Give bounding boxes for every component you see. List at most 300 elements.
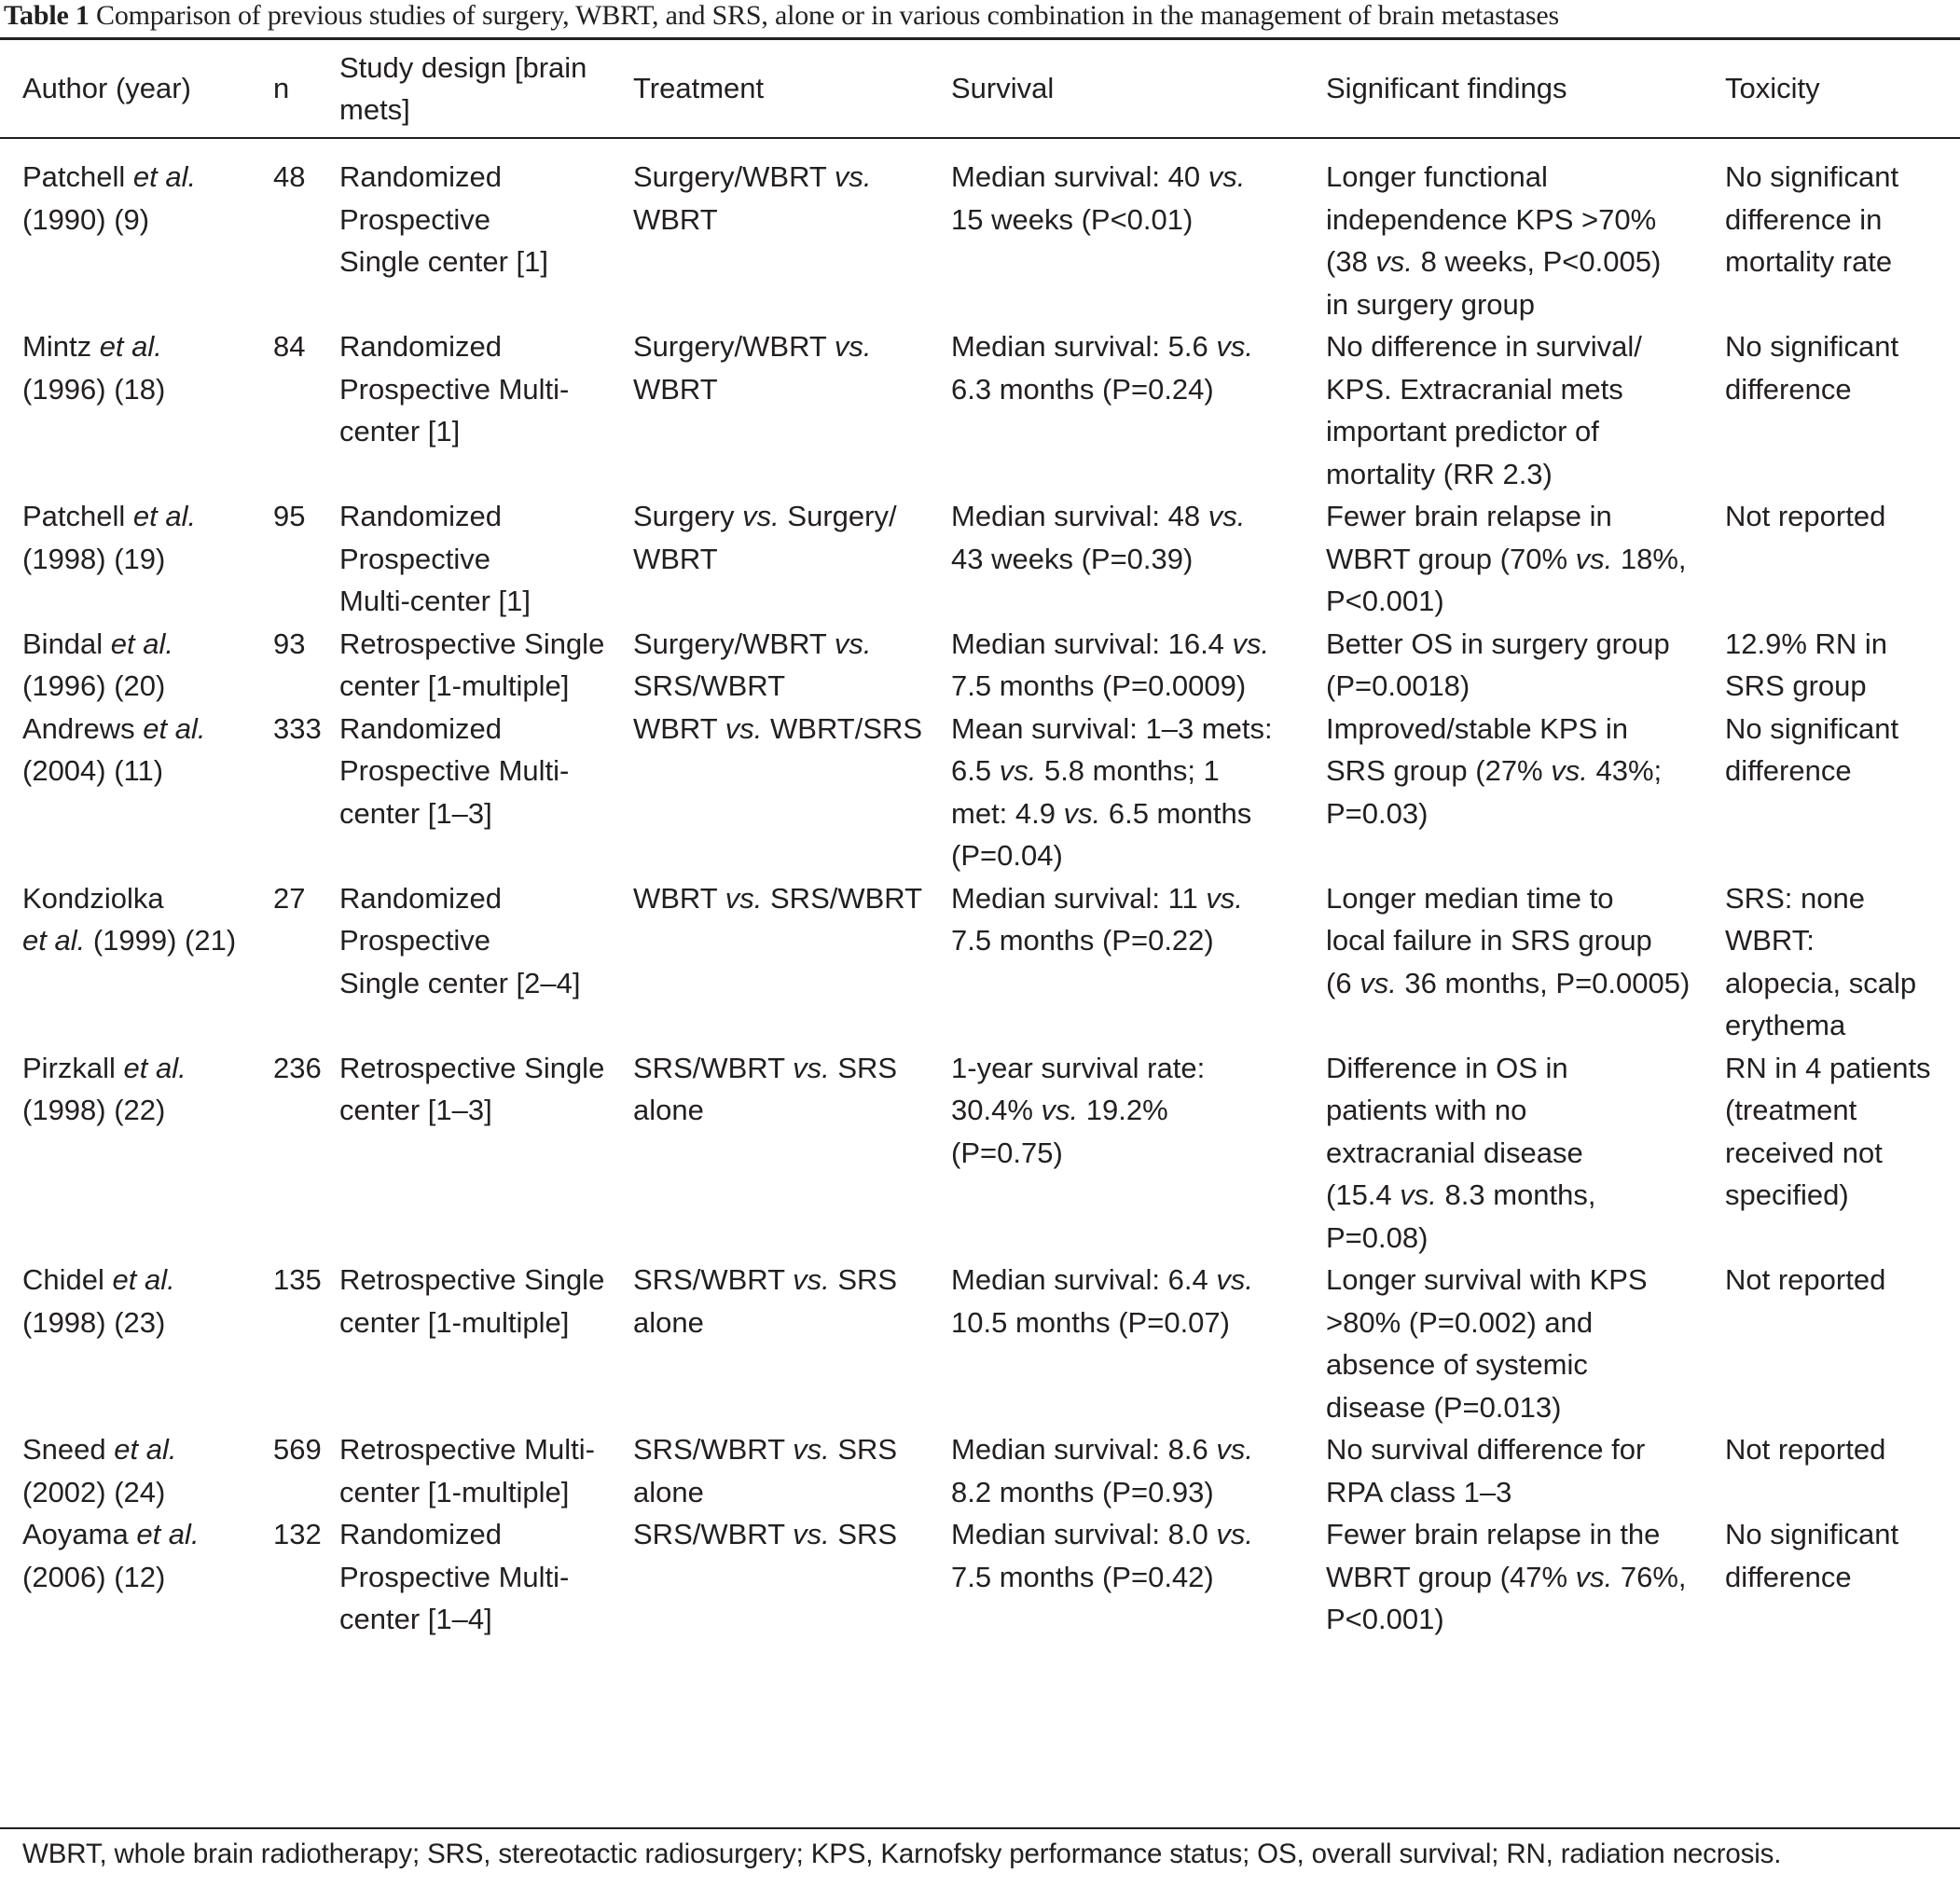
cell-survival-line <box>951 199 1311 241</box>
cell-significant-findings-line <box>1326 1132 1714 1175</box>
cell-significant-findings-line <box>1326 1217 1714 1260</box>
cell-toxicity-line <box>1725 1513 1956 1556</box>
cell-toxicity-line <box>1725 1047 1956 1090</box>
cell-treatment-line <box>633 538 945 581</box>
cell-significant-findings-line <box>1326 1598 1714 1641</box>
cell-toxicity-line <box>1725 750 1956 792</box>
cell-toxicity-line <box>1725 1259 1956 1302</box>
text-segment: 43 weeks (P=0.39) <box>951 542 1194 575</box>
cell-treatment-line <box>633 877 945 920</box>
text-segment: et al. <box>143 711 206 745</box>
text-segment: No survival difference for <box>1326 1433 1646 1466</box>
cell-survival-line <box>951 1047 1311 1090</box>
text-segment: difference in <box>1725 202 1883 236</box>
text-segment: vs. <box>999 754 1037 787</box>
cell-study-design-line <box>339 241 628 283</box>
cell-survival <box>949 877 1315 1047</box>
text-segment: 8.2 months (P=0.93) <box>951 1475 1214 1508</box>
text-segment: 8 weeks, P<0.005) <box>1413 245 1662 278</box>
text-segment: SRS <box>829 1518 898 1550</box>
text-segment: P=0.03) <box>1326 796 1429 830</box>
text-segment: 36 months, P=0.0005) <box>1396 966 1691 999</box>
cell-survival-line <box>951 1428 1311 1471</box>
text-segment: 7.5 months (P=0.0009) <box>951 669 1247 702</box>
cell-significant-findings <box>1315 1259 1718 1428</box>
text-segment: Kondziolka <box>22 881 164 915</box>
text-segment: vs. <box>725 711 763 745</box>
cell-treatment-line <box>633 325 945 368</box>
cell-study-design-line <box>339 877 628 920</box>
cell-toxicity <box>1718 1047 1960 1260</box>
cell-author <box>0 1513 253 1641</box>
text-segment: et al. <box>132 160 197 193</box>
cell-survival-line <box>951 665 1311 708</box>
text-segment: Retrospective Single <box>339 1051 605 1084</box>
text-segment: center [1-multiple] <box>339 1305 570 1339</box>
cell-toxicity-line <box>1725 623 1956 666</box>
text-segment: extracranial disease <box>1326 1136 1583 1169</box>
cell-toxicity-line <box>1725 368 1956 411</box>
cell-significant-findings-line <box>1326 623 1714 666</box>
cell-treatment <box>632 623 949 708</box>
cell-toxicity-line <box>1725 962 1956 1005</box>
text-segment: 6.3 months (P=0.24) <box>951 372 1214 406</box>
cell-treatment <box>632 1259 949 1428</box>
cell-study-design-line <box>339 325 628 368</box>
text-segment: important predictor of <box>1326 415 1599 448</box>
table-row <box>0 1513 1960 1641</box>
text-segment: vs. <box>1041 1094 1079 1126</box>
cell-author-line <box>22 1471 249 1514</box>
cell-survival <box>949 1428 1315 1513</box>
cell-study-design-line <box>339 1089 628 1132</box>
text-segment: SRS/WBRT <box>633 1518 794 1550</box>
cell-study-design-line <box>339 538 628 581</box>
cell-n: 27 <box>273 881 306 915</box>
text-segment: Not reported <box>1725 1433 1886 1466</box>
cell-toxicity-line <box>1725 1428 1956 1471</box>
cell-significant-findings-line <box>1326 325 1714 368</box>
text-segment: RN in 4 patients <box>1725 1051 1931 1084</box>
cell-toxicity <box>1718 325 1960 495</box>
cell-toxicity <box>1718 1513 1960 1641</box>
table-row <box>0 623 1960 708</box>
cell-author-line <box>22 623 249 666</box>
text-segment: Not reported <box>1725 500 1886 532</box>
cell-study-design <box>328 325 632 495</box>
text-segment: Retrospective Multi- <box>339 1433 595 1466</box>
cell-study-design-line <box>339 1598 628 1641</box>
table-row <box>0 1047 1960 1260</box>
cell-survival <box>949 495 1315 623</box>
cell-treatment-line <box>633 495 945 538</box>
text-segment: Median survival: 40 <box>951 160 1208 193</box>
cell-significant-findings-line <box>1326 199 1714 241</box>
text-segment: vs. <box>725 881 763 915</box>
text-segment: vs. <box>1216 1518 1253 1550</box>
cell-author <box>0 1428 253 1513</box>
cell-study-design <box>328 623 632 708</box>
text-segment: erythema <box>1725 1009 1846 1041</box>
text-segment: absence of systemic <box>1326 1348 1588 1381</box>
cell-significant-findings <box>1315 1513 1718 1641</box>
text-segment: 8.3 months, <box>1436 1178 1596 1211</box>
text-segment: Pirzkall <box>22 1051 124 1084</box>
text-segment: No significant <box>1725 1518 1899 1550</box>
table-row <box>0 137 1960 325</box>
text-segment: Chidel <box>22 1263 113 1296</box>
text-segment: Retrospective Single <box>339 1263 605 1296</box>
cell-n: 84 <box>273 330 306 363</box>
cell-study-design <box>328 877 632 1047</box>
cell-significant-findings <box>1315 325 1718 495</box>
text-segment: vs. <box>1575 1560 1613 1593</box>
text-segment: Prospective <box>339 202 490 236</box>
cell-study-design-line <box>339 1556 628 1599</box>
cell-treatment-line <box>633 1302 945 1344</box>
text-segment: vs. <box>1360 966 1397 999</box>
cell-toxicity <box>1718 1428 1960 1513</box>
cell-significant-findings-line <box>1326 1386 1714 1429</box>
text-segment: (1996) (20) <box>22 669 166 702</box>
cell-survival-line <box>951 156 1311 199</box>
text-segment: Single center [1] <box>339 245 549 278</box>
text-segment: center [1-multiple] <box>339 669 570 702</box>
cell-treatment-line <box>633 1047 945 1090</box>
text-segment: SRS group (27% <box>1326 754 1552 787</box>
header-n: n <box>273 72 290 105</box>
text-segment: et al. <box>110 627 174 660</box>
text-segment: Randomized <box>339 160 503 193</box>
cell-treatment <box>632 1513 949 1641</box>
cell-study-design <box>328 1513 632 1641</box>
cell-author-line <box>22 877 249 920</box>
text-segment: Median survival: 6.4 <box>951 1263 1217 1296</box>
text-segment: WBRT <box>633 372 718 406</box>
comparison-table <box>0 40 1960 1641</box>
text-segment: SRS/WBRT <box>762 881 923 915</box>
text-segment: vs. <box>1216 330 1253 363</box>
text-segment: in surgery group <box>1326 287 1536 321</box>
text-segment: (P=0.04) <box>951 839 1063 872</box>
text-segment: >80% (P=0.002) and <box>1326 1305 1594 1339</box>
text-segment: (1999) (21) <box>85 924 237 957</box>
table-row <box>0 1259 1960 1428</box>
cell-treatment <box>632 137 949 325</box>
cell-significant-findings-line <box>1326 1556 1714 1599</box>
cell-significant-findings <box>1315 877 1718 1047</box>
cell-survival-line <box>951 1259 1311 1302</box>
cell-study-design <box>328 495 632 623</box>
cell-survival <box>949 137 1315 325</box>
cell-study-design-line <box>339 495 628 538</box>
text-segment: Better OS in surgery group <box>1326 627 1670 660</box>
text-segment: 30.4% <box>951 1094 1042 1126</box>
text-segment: patients with no <box>1326 1094 1527 1126</box>
text-segment: RPA class 1–3 <box>1326 1475 1512 1508</box>
text-segment: vs. <box>1400 1178 1437 1211</box>
text-segment: Single center [2–4] <box>339 966 581 999</box>
text-segment: 18%, <box>1612 542 1687 575</box>
cell-author-line <box>22 1513 249 1556</box>
cell-study-design-line <box>339 410 628 453</box>
cell-author-line <box>22 325 249 368</box>
cell-study-design-line <box>339 919 628 962</box>
text-segment: vs. <box>1551 754 1588 787</box>
text-segment: center [1–4] <box>339 1603 492 1635</box>
text-segment: Median survival: 5.6 <box>951 330 1217 363</box>
text-segment: Multi-center [1] <box>339 585 531 617</box>
cell-survival <box>949 1259 1315 1428</box>
text-segment: WBRT group (70% <box>1326 542 1576 575</box>
cell-study-design <box>328 1259 632 1428</box>
cell-author <box>0 708 253 877</box>
cell-toxicity <box>1718 877 1960 1047</box>
cell-author-line <box>22 1428 249 1471</box>
cell-survival-line <box>951 368 1311 411</box>
text-segment: SRS <box>829 1051 898 1084</box>
cell-significant-findings-line <box>1326 1343 1714 1386</box>
cell-study-design-line <box>339 623 628 666</box>
table-row <box>0 877 1960 1047</box>
text-segment: Fewer brain relapse in the <box>1326 1518 1661 1550</box>
text-segment: SRS <box>829 1263 898 1296</box>
cell-toxicity-line <box>1725 877 1956 920</box>
cell-survival-line <box>951 538 1311 581</box>
header-toxicity: Toxicity <box>1725 72 1820 105</box>
cell-author <box>0 1047 253 1260</box>
cell-study-design-line <box>339 750 628 792</box>
header-study-design <box>328 40 632 137</box>
text-segment: Surgery/WBRT <box>633 627 835 660</box>
table-row <box>0 495 1960 623</box>
cell-toxicity <box>1718 623 1960 708</box>
cell-study-design-line <box>339 792 628 835</box>
cell-study-design <box>328 1428 632 1513</box>
cell-treatment-line <box>633 1428 945 1471</box>
text-segment: et al. <box>99 330 162 363</box>
text-segment: SRS: none <box>1725 881 1865 915</box>
cell-significant-findings-line <box>1326 1302 1714 1344</box>
cell-significant-findings-line <box>1326 792 1714 835</box>
cell-toxicity-line <box>1725 1174 1956 1217</box>
cell-treatment-line <box>633 1471 945 1514</box>
text-segment: Aoyama <box>22 1518 137 1550</box>
table-caption-text: Comparison of previous studies of surgery, WBRT, and SRS, alone or in various combination in the management of brain metastases <box>96 0 1559 31</box>
text-segment: No significant <box>1725 330 1899 363</box>
text-segment: et al. <box>132 500 197 532</box>
text-segment: 43%; <box>1587 754 1663 787</box>
cell-treatment <box>632 1047 949 1260</box>
cell-author-line <box>22 665 249 708</box>
header-study-design-line: mets] <box>339 93 410 126</box>
cell-toxicity-line <box>1725 1132 1956 1175</box>
text-segment: received not <box>1725 1136 1883 1169</box>
text-segment: vs. <box>1208 160 1246 193</box>
cell-treatment <box>632 325 949 495</box>
cell-study-design <box>328 137 632 325</box>
text-segment: vs. <box>1063 796 1101 830</box>
text-segment: vs. <box>834 330 872 363</box>
text-segment: Fewer brain relapse in <box>1326 500 1612 532</box>
text-segment: center [1] <box>339 415 461 448</box>
cell-author <box>0 495 253 623</box>
text-segment: Patchell <box>22 500 133 532</box>
text-segment: (P=0.0018) <box>1326 669 1470 702</box>
text-segment: KPS. Extracranial mets <box>1326 372 1623 406</box>
text-segment: Median survival: 8.6 <box>951 1433 1217 1466</box>
text-segment: P=0.08) <box>1326 1220 1429 1254</box>
table-row <box>0 325 1960 495</box>
cell-study-design-line <box>339 368 628 411</box>
text-segment: Surgery <box>633 500 743 532</box>
cell-survival <box>949 708 1315 877</box>
table-body <box>0 137 1960 1641</box>
text-segment: (1998) (23) <box>22 1305 166 1339</box>
text-segment: No difference in survival/ <box>1326 330 1642 363</box>
text-segment: vs. <box>793 1051 830 1084</box>
cell-toxicity-line <box>1725 156 1956 199</box>
text-segment: Prospective <box>339 542 490 575</box>
text-segment: Prospective Multi- <box>339 1560 570 1593</box>
text-segment: Difference in OS in <box>1326 1051 1568 1084</box>
cell-survival-line <box>951 325 1311 368</box>
cell-survival <box>949 325 1315 495</box>
cell-author-line <box>22 1302 249 1344</box>
text-segment: Median survival: 11 <box>951 881 1207 915</box>
text-segment: vs. <box>1208 500 1246 532</box>
cell-survival-line <box>951 1089 1311 1132</box>
cell-treatment <box>632 495 949 623</box>
cell-author-line <box>22 1259 249 1302</box>
text-segment: Longer functional <box>1326 160 1548 193</box>
cell-survival-line <box>951 1513 1311 1556</box>
cell-toxicity-line <box>1725 1004 1956 1047</box>
cell-significant-findings-line <box>1326 283 1714 326</box>
text-segment: 6.5 months <box>1100 796 1252 830</box>
text-segment: WBRT: <box>1725 924 1815 957</box>
text-segment: (1998) (19) <box>22 542 166 575</box>
text-segment: WBRT/SRS <box>762 711 923 745</box>
cell-significant-findings-line <box>1326 495 1714 538</box>
text-segment: Randomized <box>339 500 503 532</box>
text-segment: local failure in SRS group <box>1326 924 1652 957</box>
cell-treatment-line <box>633 156 945 199</box>
cell-author-line <box>22 750 249 792</box>
table-footnote: WBRT, whole brain radiotherapy; SRS, stereotactic radiosurgery; KPS, Karnofsky performance status; OS, overall survival; RN, radiation necrosis. <box>22 1839 1782 1869</box>
cell-toxicity-line <box>1725 241 1956 283</box>
text-segment: Patchell <box>22 160 133 193</box>
text-segment: Randomized <box>339 881 503 915</box>
text-segment: difference <box>1725 1560 1852 1593</box>
cell-author-line <box>22 156 249 199</box>
text-segment: disease (P=0.013) <box>1326 1390 1562 1424</box>
text-segment: Median survival: 8.0 <box>951 1518 1217 1550</box>
cell-treatment <box>632 1428 949 1513</box>
text-segment: vs. <box>793 1518 830 1550</box>
cell-significant-findings <box>1315 708 1718 877</box>
text-segment: Not reported <box>1725 1263 1886 1296</box>
text-segment: alopecia, scalp <box>1725 966 1917 999</box>
cell-n: 236 <box>273 1051 322 1084</box>
text-segment: Andrews <box>22 711 144 745</box>
cell-toxicity <box>1718 495 1960 623</box>
header-row <box>0 40 1960 137</box>
cell-significant-findings-line <box>1326 241 1714 283</box>
text-segment: specified) <box>1725 1178 1849 1211</box>
text-segment: (treatment <box>1725 1094 1857 1126</box>
text-segment: (1990) (9) <box>22 202 150 236</box>
cell-survival-line <box>951 834 1311 877</box>
text-segment: 10.5 months (P=0.07) <box>951 1305 1230 1339</box>
cell-significant-findings <box>1315 1428 1718 1513</box>
text-segment: et al. <box>112 1263 175 1296</box>
table-caption-label: Table 1 <box>4 0 90 31</box>
cell-survival-line <box>951 708 1311 751</box>
header-survival: Survival <box>951 72 1055 105</box>
cell-study-design-line <box>339 1259 628 1302</box>
text-segment: vs. <box>742 500 780 532</box>
text-segment: No significant <box>1725 160 1899 193</box>
text-segment: vs. <box>793 1263 830 1296</box>
text-segment: 7.5 months (P=0.22) <box>951 924 1214 957</box>
text-segment: Randomized <box>339 330 503 363</box>
cell-significant-findings <box>1315 1047 1718 1260</box>
text-segment: Randomized <box>339 711 503 745</box>
cell-study-design-line <box>339 1302 628 1344</box>
text-segment: WBRT <box>633 542 718 575</box>
cell-significant-findings-line <box>1326 1089 1714 1132</box>
text-segment: et al. <box>136 1518 200 1550</box>
text-segment: (2006) (12) <box>22 1560 166 1593</box>
cell-toxicity <box>1718 137 1960 325</box>
cell-significant-findings-line <box>1326 1047 1714 1090</box>
cell-significant-findings-line <box>1326 1428 1714 1471</box>
cell-survival <box>949 623 1315 708</box>
text-segment: (1998) (22) <box>22 1094 166 1126</box>
text-segment: P<0.001) <box>1326 585 1444 617</box>
cell-study-design <box>328 708 632 877</box>
cell-study-design-line <box>339 156 628 199</box>
cell-author-line <box>22 1556 249 1599</box>
text-segment: Improved/stable KPS in <box>1326 711 1628 745</box>
cell-author-line <box>22 368 249 411</box>
cell-study-design-line <box>339 580 628 623</box>
text-segment: Retrospective Single <box>339 627 605 660</box>
cell-significant-findings-line <box>1326 1174 1714 1217</box>
text-segment: P<0.001) <box>1326 1603 1444 1635</box>
text-segment: 5.8 months; 1 <box>1036 754 1220 787</box>
cell-author-line <box>22 199 249 241</box>
text-segment: (38 <box>1326 245 1376 278</box>
cell-n: 135 <box>273 1263 322 1296</box>
text-segment: WBRT <box>633 202 718 236</box>
cell-n: 95 <box>273 500 306 532</box>
cell-author-line <box>22 1089 249 1132</box>
text-segment: difference <box>1725 754 1852 787</box>
cell-author <box>0 877 253 1047</box>
cell-study-design-line <box>339 665 628 708</box>
cell-toxicity-line <box>1725 665 1956 708</box>
text-segment: center [1-multiple] <box>339 1475 570 1508</box>
cell-study-design-line <box>339 1471 628 1514</box>
text-segment: vs. <box>1232 627 1270 660</box>
cell-significant-findings-line <box>1326 538 1714 581</box>
text-segment: 15 weeks (P<0.01) <box>951 202 1194 236</box>
cell-significant-findings-line <box>1326 580 1714 623</box>
text-segment: WBRT <box>633 881 725 915</box>
cell-n: 93 <box>273 627 306 660</box>
